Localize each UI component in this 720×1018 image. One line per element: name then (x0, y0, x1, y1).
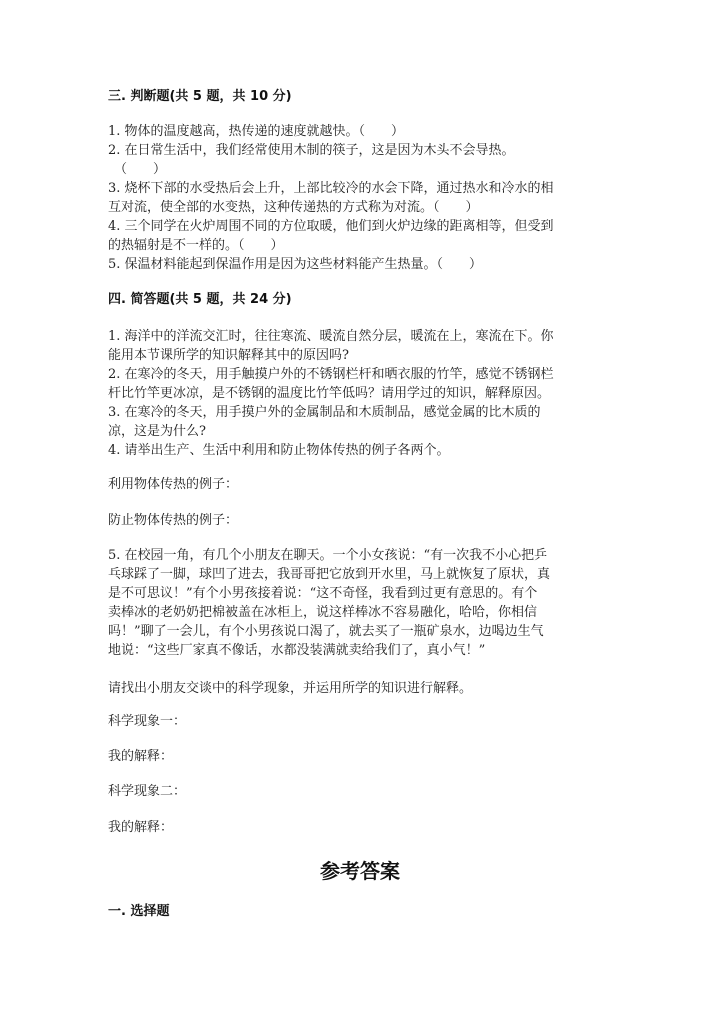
question-line: 1. 物体的温度越高，热传递的速度就越快。（ ） (108, 124, 405, 139)
question-line: 地说：“这些厂家真不像话，水都没装满就卖给我们了，真小气！” (108, 643, 486, 658)
question-line: 乓球踩了一脚，球凹了进去，我哥哥把它放到开水里，马上就恢复了原状，真 (108, 567, 551, 582)
question-line: 5. 在校园一角，有几个小朋友在聊天。一个小女孩说：“有一次我不小心把乒 (108, 548, 548, 563)
question-line: 卖棒冰的老奶奶把棉被盖在冰柜上，说这样棒冰不容易融化，哈哈，你相信 (108, 605, 538, 620)
question-line: 4. 三个同学在火炉周围不同的方位取暖，他们到火炉边缘的距离相等，但受到 (108, 219, 554, 234)
question-line: 杆比竹竿更冰凉，是不锈钢的温度比竹竿低吗？请用学过的知识，解释原因。 (108, 386, 551, 401)
question-line: 互对流，使全部的水变热，这种传递热的方式称为对流。（ ） (108, 200, 479, 215)
explanation-2-label: 我的解释： (108, 820, 174, 835)
question-line: 4. 请举出生产、生活中利用和防止物体传热的例子各两个。 (108, 443, 450, 458)
use-heat-transfer-label: 利用物体传热的例子： (108, 477, 239, 492)
section-4-questions (108, 327, 554, 460)
explanation-1-label: 我的解释： (108, 749, 174, 764)
question-line: 5. 保温材料能起到保温作用是因为这些材料能产生热量。（ ） (108, 257, 483, 272)
question-line: 2. 在寒冷的冬天，用手触摸户外的不锈钢栏杆和晒衣服的竹竿，感觉不锈钢栏 (108, 367, 554, 382)
section-4-heading: 四. 简答题(共 5 题，共 24 分) (108, 292, 292, 307)
question-line: 2. 在日常生活中，我们经常使用木制的筷子，这是因为木头不会导热。 (108, 143, 515, 158)
question-5-prompt: 请找出小朋友交谈中的科学现象，并运用所学的知识进行解释。 (108, 681, 473, 696)
question-5 (108, 546, 550, 660)
question-line: （ ） (114, 162, 167, 177)
section-3-questions (108, 122, 554, 274)
phenomenon-1-label: 科学现象一： (108, 714, 187, 729)
question-line: 是不可思议！”有个小男孩接着说：“这不奇怪，我看到过更有意思的。有个 (108, 586, 538, 601)
question-line: 1. 海洋中的洋流交汇时，往往寒流、暖流自然分层，暖流在上，寒流在下。你 (108, 329, 554, 344)
answer-section-1-heading: 一. 选择题 (108, 904, 170, 919)
section-3-heading: 三. 判断题(共 5 题，共 10 分) (108, 89, 292, 104)
question-line: 的热辐射是不一样的。（ ） (108, 238, 284, 253)
question-line: 能用本节课所学的知识解释其中的原因吗? (108, 348, 349, 363)
question-line: 凉，这是为什么? (108, 424, 206, 439)
answer-key-title: 参考答案 (320, 859, 400, 883)
phenomenon-2-label: 科学现象二： (108, 784, 187, 799)
question-line: 3. 在寒冷的冬天，用手摸户外的金属制品和木质制品，感觉金属的比木质的 (108, 405, 541, 420)
prevent-heat-transfer-label: 防止物体传热的例子： (108, 513, 239, 528)
question-line: 3. 烧杯下部的水受热后会上升，上部比较冷的水会下降，通过热水和冷水的相 (108, 181, 554, 196)
question-line: 吗！”聊了一会儿，有个小男孩说口渴了，就去买了一瓶矿泉水，边喝边生气 (108, 624, 544, 639)
